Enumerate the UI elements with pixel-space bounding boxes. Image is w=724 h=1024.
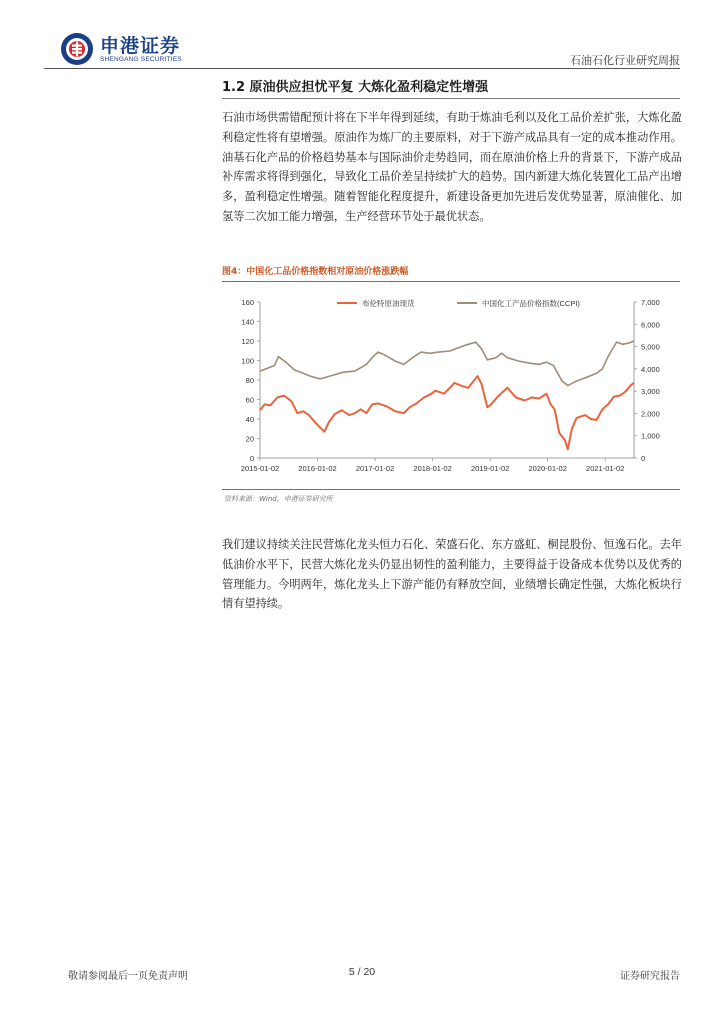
y-right-tick-label: 7,000: [641, 298, 660, 307]
logo-name-cn: 申港证券: [100, 34, 181, 57]
line-chart: [222, 286, 680, 486]
y-left-tick-label: 80: [245, 376, 254, 385]
page-number: 5 / 20: [348, 966, 376, 978]
section-title: 1.2 原油供应担忧平复 大炼化盈利稳定性增强: [222, 80, 489, 95]
x-tick-label: 2018-01-02: [413, 464, 452, 473]
section-divider: [222, 98, 680, 99]
y-left-tick-label: 120: [241, 337, 254, 346]
x-tick-label: 2017-01-02: [355, 464, 395, 473]
legend-label: 布伦特原油现货: [362, 299, 415, 308]
legend-label: 中国化工产品价格指数(CCPI): [482, 299, 580, 308]
header-divider: [44, 68, 680, 69]
company-logo: [60, 32, 182, 66]
series-line-ccpi: [260, 341, 634, 386]
y-left-tick-label: 0: [249, 454, 254, 463]
figure-bottom-divider: [222, 489, 680, 490]
y-left-tick-label: 140: [241, 317, 254, 327]
y-left-tick-label: 60: [245, 395, 254, 405]
body-paragraph-2: 我们建议持续关注民营炼化龙头恒力石化、荣盛石化、东方盛虹、桐昆股份、恒逸石化。去年低油价水平下，民营大炼化龙头仍显出韧性的盈利能力，主要得益于设备成本优势以及优秀的管理能力。今明两年，炼化龙头上下游产能仍有释放空间，业绩增长确定性强，大炼化板块行情有望持续。: [222, 538, 682, 611]
y-right-tick-label: 4,000: [641, 364, 660, 374]
y-right-tick-label: 6,000: [641, 320, 660, 330]
y-left-tick-label: 20: [245, 434, 254, 444]
x-tick-label: 2021-01-02: [586, 464, 625, 473]
footer-doc-type: 证券研究报告: [620, 971, 680, 982]
figure-title: 图4：中国化工品价格指数相对原油价格涨跌幅: [222, 267, 409, 277]
logo-name-en: SHENGANG SECURITIES: [100, 55, 182, 63]
x-tick-label: 2019-01-02: [470, 464, 510, 473]
y-left-tick-label: 160: [241, 298, 254, 307]
y-right-tick-label: 1,000: [641, 431, 660, 441]
y-right-tick-label: 3,000: [641, 387, 660, 397]
report-category: 石油石化行业研究周报: [570, 54, 680, 67]
x-tick-label: 2016-01-02: [298, 464, 337, 473]
figure-source: 资料来源：Wind，申港证券研究所: [224, 495, 333, 503]
y-left-tick-label: 100: [241, 356, 254, 366]
x-tick-label: 2020-01-02: [528, 464, 567, 473]
series-line-brent: [260, 376, 634, 449]
y-right-tick-label: 0: [641, 454, 646, 463]
x-tick-label: 2015-01-02: [240, 464, 280, 473]
y-right-tick-label: 2,000: [641, 409, 660, 419]
body-paragraph-1: 石油市场供需错配预计将在下半年得到延续，有助于炼油毛利以及化工品价差扩张，大炼化盈利稳定性将有望增强。原油作为炼厂的主要原料，对于下游产成品具有一定的成本推动作用。油基石化产品的价格趋势基本与国际油价走势趋同，而在原油价格上升的背景下，下游产成品补库需求将得到强化，导致化工品价差呈持续扩大的趋势。国内新建大炼化装置化工品产出增多，盈利稳定性增强。随着智能化程度提升，新建设备更加先进后发优势显著，原油催化、加氢等二次加工能力增强，生产经营环节处于最优状态。: [222, 111, 682, 223]
figure-top-divider: [222, 281, 680, 282]
footer-disclaimer: 敬请参阅最后一页免责声明: [68, 971, 188, 982]
y-left-tick-label: 40: [245, 415, 254, 424]
y-right-tick-label: 5,000: [641, 342, 660, 352]
logo-emblem-icon: [60, 32, 94, 66]
